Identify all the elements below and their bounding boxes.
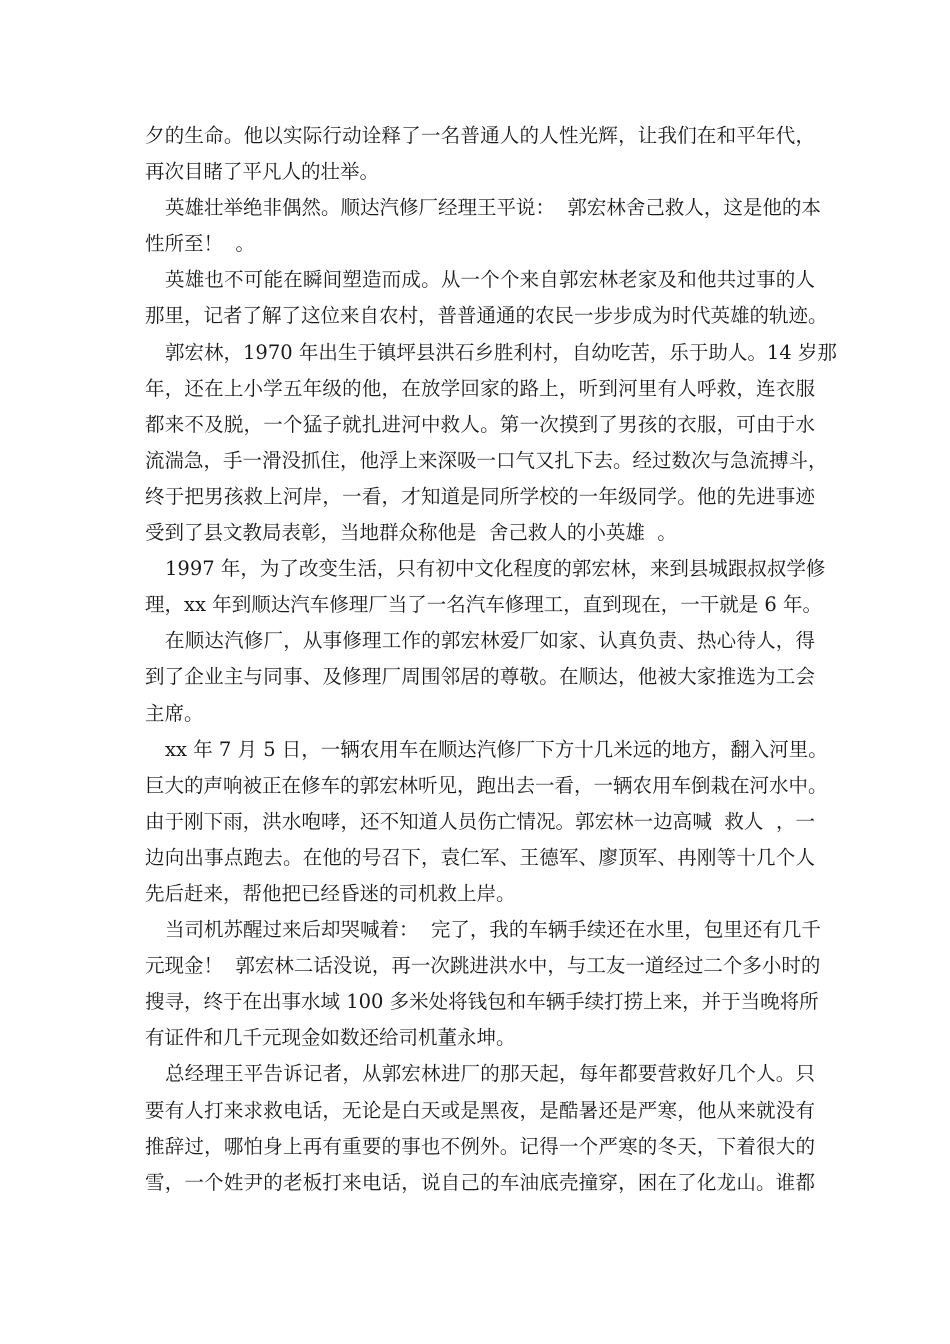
text-line: 郭宏林，1970 年出生于镇坪县洪石乡胜利村，自幼吃苦，乐于助人。14 岁那 [165, 340, 837, 364]
text-line: 雪，一个姓尹的老板打来电话，说自己的车油底壳撞穿，困在了化龙山。谁都 [145, 1170, 815, 1194]
text-line: 那里，记者了解了这位来自农村，普普通通的农民一步步成为时代英雄的轨迹。 [145, 304, 828, 328]
text-line: 理，xx 年到顺达汽车修理厂当了一名汽车修理工，直到现在，一干就是 6 年。 [145, 593, 822, 617]
document-body [145, 118, 837, 1201]
text-line: 推辞过，哪怕身上再有重要的事也不例外。记得一个严寒的冬天，下着很大的 [145, 1134, 815, 1158]
text-line: 先后赶来，帮他把已经昏迷的司机救上岸。 [145, 881, 516, 905]
text-line: 有证件和几千元现金如数还给司机董永坤。 [145, 1026, 516, 1050]
text-line: 英雄壮举绝非偶然。顺达汽修厂经理王平说： 郭宏林舍己救人，这是他的本 [165, 196, 821, 220]
text-line: 流湍急，手一滑没抓住，他浮上来深吸一口气又扎下去。经过数次与急流搏斗， [145, 448, 828, 472]
text-line: 年，还在上小学五年级的他，在放学回家的路上，听到河里有人呼救，连衣服 [145, 376, 815, 400]
text-line: 元现金！ 郭宏林二话没说，再一次跳进洪水中，与工友一道经过二个多小时的 [145, 954, 821, 978]
text-line: 再次目睹了平凡人的壮举。 [145, 160, 380, 184]
text-line: 巨大的声响被正在修车的郭宏林听见，跑出去一看，一辆农用车倒栽在河水中。 [145, 773, 828, 797]
text-line: 1997 年，为了改变生活，只有初中文化程度的郭宏林，来到县城跟叔叔学修 [165, 557, 826, 581]
text-line: 搜寻，终于在出事水域 100 多米处将钱包和车辆手续打捞上来，并于当晚将所 [145, 990, 819, 1014]
text-line: 都来不及脱，一个猛子就扎进河中救人。第一次摸到了男孩的衣服，可由于水 [145, 412, 815, 436]
text-line: 由于刚下雨，洪水咆哮，还不知道人员伤亡情况。郭宏林一边高喊 救人 ，一 [145, 809, 815, 833]
text-line: 终于把男孩救上河岸，一看，才知道是同所学校的一年级同学。他的先进事迹 [145, 484, 815, 508]
text-line: 英雄也不可能在瞬间塑造而成。从一个个来自郭宏林老家及和他共过事的人 [165, 268, 815, 292]
text-line: 主席。 [145, 701, 204, 725]
text-line: 性所至！ 。 [145, 232, 255, 256]
text-line: 当司机苏醒过来后却哭喊着： 完了，我的车辆手续还在水里，包里还有几千 [165, 918, 821, 942]
text-line: 总经理王平告诉记者，从郭宏林进厂的那天起，每年都要营救好几个人。只 [165, 1062, 815, 1086]
text-line: 受到了县文教局表彰，当地群众称他是 舍己救人的小英雄 。 [145, 521, 677, 545]
text-line: 到了企业主与同事、及修理厂周围邻居的尊敬。在顺达，他被大家推选为工会 [145, 665, 815, 689]
text-line: 边向出事点跑去。在他的号召下，袁仁军、王德军、廖顶军、冉刚等十几个人 [145, 845, 815, 869]
text-line: 要有人打来求救电话，无论是白天或是黑夜，是酷暑还是严寒，他从来就没有 [145, 1098, 815, 1122]
text-line: xx 年 7 月 5 日，一辆农用车在顺达汽修厂下方十几米远的地方，翻入河里。 [165, 737, 828, 761]
text-line: 夕的生命。他以实际行动诠释了一名普通人的人性光辉，让我们在和平年代， [145, 124, 815, 147]
text-line: 在顺达汽修厂，从事修理工作的郭宏林爱厂如家、认真负责、热心待人，得 [165, 629, 815, 653]
